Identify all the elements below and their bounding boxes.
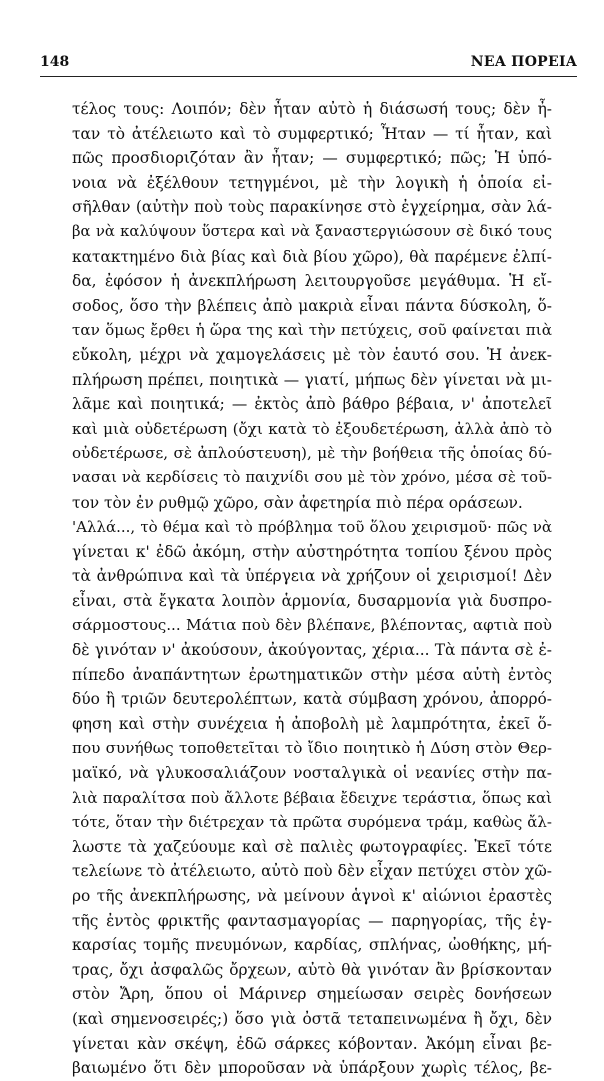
text-line: βα νὰ καλύψουν ὕστερα καὶ νὰ ξαναστεργιώσουν σὲ δικό τους: [72, 222, 552, 240]
text-line: σάρμοστους... Μάτια ποὺ δὲν βλέπανε, βλέποντας, αφτιὰ ποὺ: [72, 616, 552, 635]
text-line: (καὶ σημενοσειρές;) ὅσο γιὰ ὀστᾶ τεταπεινωμένα ἢ ὄχι, δὲν: [72, 1009, 552, 1028]
text-line: μαϊκό, νὰ γλυκοσαλιάζουν νοσταλγικὰ οἱ νεανίες στὴν πα-: [72, 764, 552, 783]
text-line: πλήρωση πρέπει, ποιητικὰ — γιατί, μήπως δὲν γίνεται νὰ μι-: [72, 370, 552, 389]
text-line: πῶς προσδιοριζόταν ἂν ἦταν; — συμφερτικό; πῶς; Ἡ ὑπό-: [72, 149, 552, 168]
text-line: εἶναι, στὰ ἔγκατα λοιπὸν ἁρμονία, δυσαρμονία γιὰ δυσπρο-: [72, 591, 552, 610]
text-line: σοδος, ὅσο τὴν βλέπεις ἀπὸ μακριὰ εἶναι πάντα δύσκολη, ὅ-: [72, 296, 552, 315]
text-line: τότε, ὅταν τὴν διέτρεχαν τὰ πρῶτα συρόμενα τράμ, καθὼς ἄλ-: [72, 813, 552, 832]
text-line: γίνεται κὰν σκέψη, ἐδῶ σάρκες κόβονταν. Ἀκόμη εἶναι βε-: [72, 1034, 552, 1053]
text-line: λωστε τὰ χαζεύουμε καὶ σὲ παλιὲς φωτογραφίες. Ἐκεῖ τότε: [72, 837, 552, 856]
text-line: στὸν Ἄρη, ὅπου οἱ Μάρινερ σημείωσαν σειρὲς δονήσεων: [72, 985, 552, 1004]
text-line: σῆλθαν (αὐτὴν ποὺ τοὺς παρακίνησε στὸ ἐγχείρημα, σὰν λά-: [72, 198, 552, 217]
text-line: τον τὸν ἐν ρυθμῷ χῶρο, σὰν ἀφετηρία πιὸ πέρα οράσεων.: [72, 493, 523, 512]
text-line: λιὰ παραλίτσα ποὺ ἄλλοτε βέβαια ἔδειχνε τεράστια, ὅπως καὶ: [72, 788, 552, 807]
text-line: τὰ ἀνθρώπινα καὶ τὰ ὑπέργεια νὰ χρήζουν οἱ χειρισμοί! Δὲν: [72, 567, 552, 586]
text-line: νοια νὰ ἐξέλθουν τετηγμένοι, μὲ τὴν λογικὴ ἡ ὁποία εἰ-: [72, 173, 552, 192]
text-line: τῆς ἐντὸς φρικτῆς φαντασμαγορίας — παρηγορίας, τῆς ἐγ-: [72, 911, 552, 930]
page-number: 148: [40, 54, 70, 70]
text-line: εὔκολη, μέχρι νὰ χαμογελάσεις μὲ τὸν ἑαυτό σου. Ἡ ἀνεκ-: [72, 345, 552, 364]
text-line: 'Αλλά..., τὸ θέμα καὶ τὸ πρόβλημα τοῦ ὅλου χειρισμοῦ· πῶς νὰ: [72, 518, 552, 537]
header-rule: [40, 76, 577, 77]
text-line: νασαι νὰ κερδίσεις τὸ παιχνίδι σου μὲ τὸν χρόνο, μέσα σὲ τοῦ-: [72, 468, 552, 486]
running-title: ΝΕΑ ΠΟΡΕΙΑ: [470, 54, 577, 70]
text-line: βαιωμένο ὅτι δὲν μποροῦσαν νὰ ὑπάρξουν χωρὶς τέλος, βε-: [72, 1059, 552, 1078]
text-line: καρσίας τομῆς πνευμόνων, καρδίας, σπλήνας, ὠοθήκης, μή-: [72, 936, 552, 955]
text-line: γίνεται κ' ἐδῶ ἀκόμη, στὴν αὐστηρότητα τοπίου ξένου πρὸς: [72, 542, 552, 561]
text-line: δα, ἐφόσον ἡ ἀνεκπλήρωση λειτουργοῦσε μεγάθυμα. Ἡ εἴ-: [72, 272, 552, 291]
page-header: [40, 54, 577, 76]
text-line: λᾶμε καὶ ποιητικά; — ἐκτὸς ἀπὸ βάθρο βέβαια, ν' ἀποτελεῖ: [72, 395, 552, 414]
text-line: που συνήθως τοποθετεῖται τὸ ἴδιο ποιητικὸ ἡ Δύση στὸν Θερ-: [72, 739, 552, 758]
text-line: πίπεδο ἀναπάντητων ἐρωτηματικῶν στὴν μέσα αὐτὴ ἐντὸς: [72, 665, 552, 684]
text-line: τελείωνε τὸ ἀτέλειωτο, αὐτὸ ποὺ δὲν εἶχαν πετύχει στὸν χῶ-: [72, 862, 552, 881]
text-line: δὲ γινόταν ν' ἀκούσουν, ἀκούγοντας, χέρια... Τὰ πάντα σὲ ἐ-: [72, 641, 552, 660]
text-line: τέλος τους: Λοιπόν; δὲν ἦταν αὐτὸ ἡ διάσωσή τους; δὲν ἦ-: [72, 100, 552, 118]
body-text: [72, 97, 552, 1081]
text-line: ρο τῆς ἀνεκπλήρωσης, νὰ μείνουν ἁγνοὶ κ' αἰώνιοι ἐραστὲς: [72, 887, 552, 905]
text-line: οὐδετέρωσε, σὲ ἀπλούστευση), μὲ τὴν βοήθεια τῆς ὁποίας δύ-: [72, 444, 552, 463]
text-line: δύο ἢ τριῶν δευτερολέπτων, κατὰ σύμβαση χρόνου, ἀπορρό-: [72, 690, 552, 709]
text-line: τρας, ὄχι ἀσφαλῶς ὄρχεων, αὐτὸ θὰ γινόταν ἂν βρίσκονταν: [72, 960, 552, 979]
text-line: ταν τὸ ἀτέλειωτο καὶ τὸ συμφερτικό; Ἦταν — τί ἦταν, καὶ: [72, 124, 552, 143]
text-line: καὶ μιὰ οὐδετέρωση (ὄχι κατὰ τὸ ἐξουδετέρωση, ἀλλὰ ἀπὸ τὸ: [72, 419, 552, 438]
text-line: φηση καὶ στὴν συνέχεια ἡ ἀποβολὴ μὲ λαμπρότητα, ἐκεῖ ὅ-: [72, 714, 552, 733]
text-line: κατακτημένο διὰ βίας καὶ διὰ βίου χῶρο), θὰ παρέμενε ἐλπί-: [72, 247, 552, 266]
text-line: ταν ὅμως ἔρθει ἡ ὥρα της καὶ τὴν πετύχεις, σοῦ φαίνεται πιὰ: [72, 321, 552, 340]
